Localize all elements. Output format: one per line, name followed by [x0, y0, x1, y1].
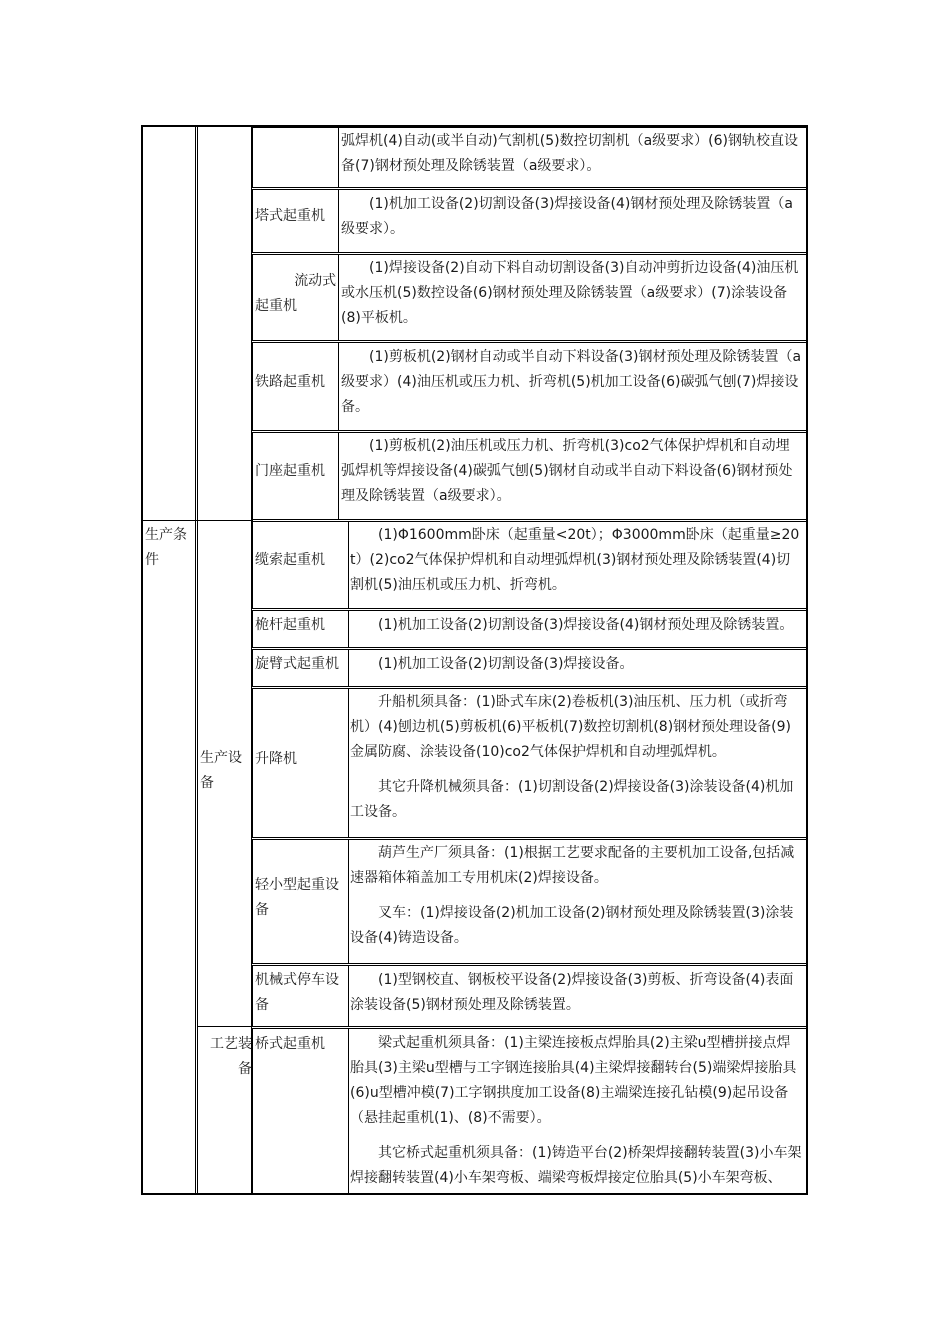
- row-content: (1)机加工设备(2)切割设备(3)焊接设备。: [378, 656, 634, 672]
- row-content: 葫芦生产厂须具备：(1)根据工艺要求配备的主要机加工设备,包括减速器箱体箱盖加工专用机床(2)焊接设备。 叉车：(1)焊接设备(2)机加工设备(2)钢材预处理及除锈装置(3)涂装设备(4)铸造设备。: [350, 845, 795, 946]
- row-label: 流动式起重机: [255, 273, 337, 314]
- row-label: 门座起重机: [255, 463, 325, 479]
- row-content: (1)剪板机(2)钢材自动或半自动下料设备(3)钢材预处理及除锈装置（a级要求）(4)油压机或压力机、折弯机(5)机加工设备(6)碳弧气刨(7)焊接设备。: [341, 349, 802, 415]
- row-content: 弧焊机(4)自动(或半自动)气割机(5)数控切割机（a级要求）(6)钢轨校直设备(7)钢材预处理及除锈装置（a级要求）。: [341, 133, 798, 174]
- row-content: 升船机须具备：(1)卧式车床(2)卷板机(3)油压机、压力机（或折弯机）(4)刨边机(5)剪板机(6)平板机(7)数控切割机(8)钢材预处理设备(9)金属防腐、涂装设备(10)co2气体保护焊机和自动埋弧焊机。 其它升降机械须具备：(1)切割设备(2)焊接设备(3)涂装设备(4)机加工设备。: [350, 694, 794, 820]
- row-label: 机械式停车设备: [255, 972, 339, 1013]
- row-label: 铁路起重机: [255, 374, 325, 390]
- row-content: (1)机加工设备(2)切割设备(3)焊接设备(4)钢材预处理及除锈装置。: [378, 617, 794, 633]
- row-label: 缆索起重机: [255, 552, 325, 568]
- row-label: 轻小型起重设备: [255, 877, 339, 918]
- col1-right-border: [195, 125, 196, 1195]
- section-divider: [141, 520, 253, 521]
- subsection-label-production-equipment: 生产设备: [200, 750, 242, 791]
- row-content: (1)型钢校直、钢板校平设备(2)焊接设备(3)剪板、折弯设备(4)表面涂装设备(5)钢材预处理及除锈装置。: [350, 972, 794, 1013]
- table-row: [252, 127, 339, 188]
- row-label: 升降机: [255, 751, 297, 767]
- row-label: 旋臂式起重机: [255, 656, 339, 672]
- row-content: (1)Φ1600mm卧床（起重量<20t）；Φ3000mm卧床（起重量≥20t）(2)co2气体保护焊机和自动埋弧焊机(3)钢材预处理及除锈装置(4)切割机(5)油压机或压力机、折弯机。: [350, 527, 800, 593]
- subsection-divider: [197, 1026, 253, 1027]
- row-label: 塔式起重机: [255, 208, 325, 224]
- row-content: 梁式起重机须具备：(1)主梁连接板点焊胎具(2)主梁u型槽拼接点焊胎具(3)主梁u型槽与工字钢连接胎具(4)主梁焊接翻转台(5)端梁焊接胎具(6)u型槽冲模(7)工字钢拱度加工设备(8)主端梁连接孔钻模(9)起吊设备（悬挂起重机(1)、(8)不需要）。 其它桥式起重机须具备：(1)铸造平台(2)桥架焊接翻转装置(3)小车架焊接翻转装置(4)小车架弯板、端梁弯板焊接定位胎具(5)小车架弯板、: [350, 1035, 802, 1186]
- col2-inner-border: [197, 125, 198, 1195]
- subsection-label-process-equipment: 工艺装备: [210, 1036, 252, 1077]
- row-label: 桅杆起重机: [255, 617, 325, 633]
- section-label-production-conditions: 生产条件: [145, 527, 187, 568]
- row-label: 桥式起重机: [255, 1036, 325, 1052]
- row-content: (1)机加工设备(2)切割设备(3)焊接设备(4)钢材预处理及除锈装置（a级要求）。: [341, 196, 793, 237]
- row-content: (1)焊接设备(2)自动下料自动切割设备(3)自动冲剪折边设备(4)油压机或水压机(5)数控设备(6)钢材预处理及除锈装置（a级要求）(7)涂装设备(8)平板机。: [341, 260, 799, 326]
- row-content: (1)剪板机(2)油压机或压力机、折弯机(3)co2气体保护焊机和自动埋弧焊机等焊接设备(4)碳弧气刨(5)钢材自动或半自动下料设备(6)钢材预处理及除锈装置（a级要求）。: [341, 438, 793, 504]
